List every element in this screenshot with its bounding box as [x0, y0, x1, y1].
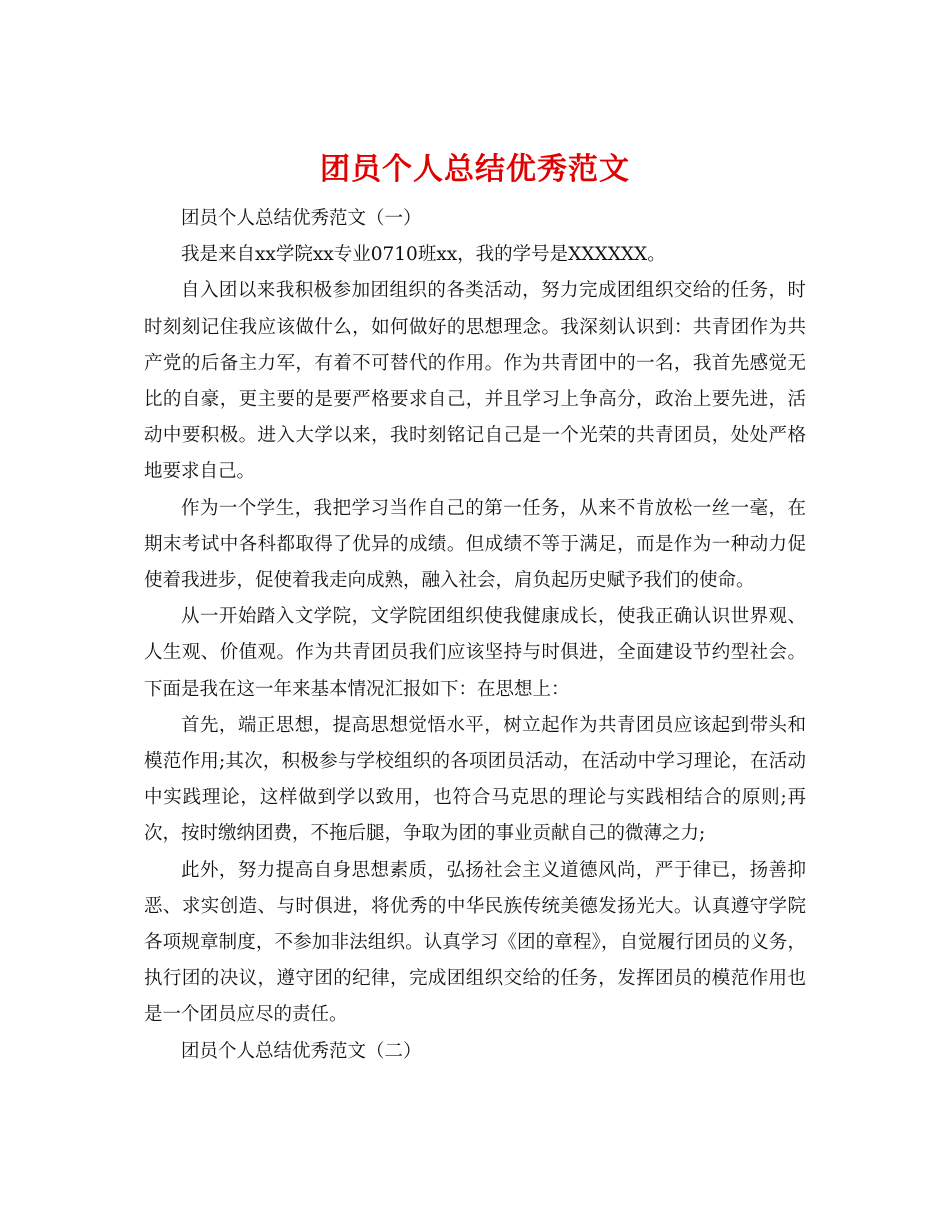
paragraph-college: 从一开始踏入文学院，文学院团组织使我健康成长，使我正确认识世界观、人生观、价值观。作为共青团员我们应该坚持与时俱进，全面建设节约型社会。下面是我在这一年来基本情况汇报如下：在思想上：: [144, 606, 806, 700]
paragraph-first: 首先，端正思想，提高思想觉悟水平，树立起作为共青团员应该起到带头和模范作用;其次，积极参与学校组织的各项团员活动，在活动中学习理论，在活动中实践理论，这样做到学以致用，也符合马克思的理论与实践相结合的原则;再次，按时缴纳团费，不拖后腿，争取为团的事业贡献自己的微薄之力;: [144, 714, 806, 845]
paragraph-intro: 我是来自xx学院xx专业0710班xx，我的学号是XXXXXX。: [181, 244, 666, 266]
section-heading-1: 团员个人总结优秀范文（一）: [181, 208, 422, 229]
section-heading-2: 团员个人总结优秀范文（二）: [181, 1040, 422, 1062]
paragraph-study: 作为一个学生，我把学习当作自己的第一任务，从来不肯放松一丝一毫，在期末考试中各科都取得了优异的成绩。但成绩不等于满足，而是作为一种动力促使着我进步，促使着我走向成熟，融入社会，肩负起历史赋予我们的使命。: [144, 497, 806, 592]
document-body: [144, 201, 806, 1070]
page-title: 团员个人总结优秀范文: [320, 152, 630, 188]
paragraph-since-joining: 自入团以来我积极参加团组织的各类活动，努力完成团组织交给的任务，时时刻刻记住我应该做什么，如何做好的思想理念。我深刻认识到：共青团作为共产党的后备主力军，有着不可替代的作用。作为共青团中的一名，我首先感觉无比的自豪，更主要的是要严格要求自己，并且学习上争高分，政治上要先进，活动中要积极。进入大学以来，我时刻铭记自己是一个光荣的共青团员，处处严格地要求自己。: [144, 280, 806, 483]
paragraph-furthermore: 此外，努力提高自身思想素质，弘扬社会主义道德风尚，严于律已，扬善抑恶、求实创造、与时俱进，将优秀的中华民族传统美德发扬光大。认真遵守学院各项规章制度，不参加非法组织。认真学习《团的章程》，自觉履行团员的义务，执行团的决议，遵守团的纪律，完成团组织交给的任务，发挥团员的模范作用也是一个团员应尽的责任。: [144, 859, 806, 1026]
